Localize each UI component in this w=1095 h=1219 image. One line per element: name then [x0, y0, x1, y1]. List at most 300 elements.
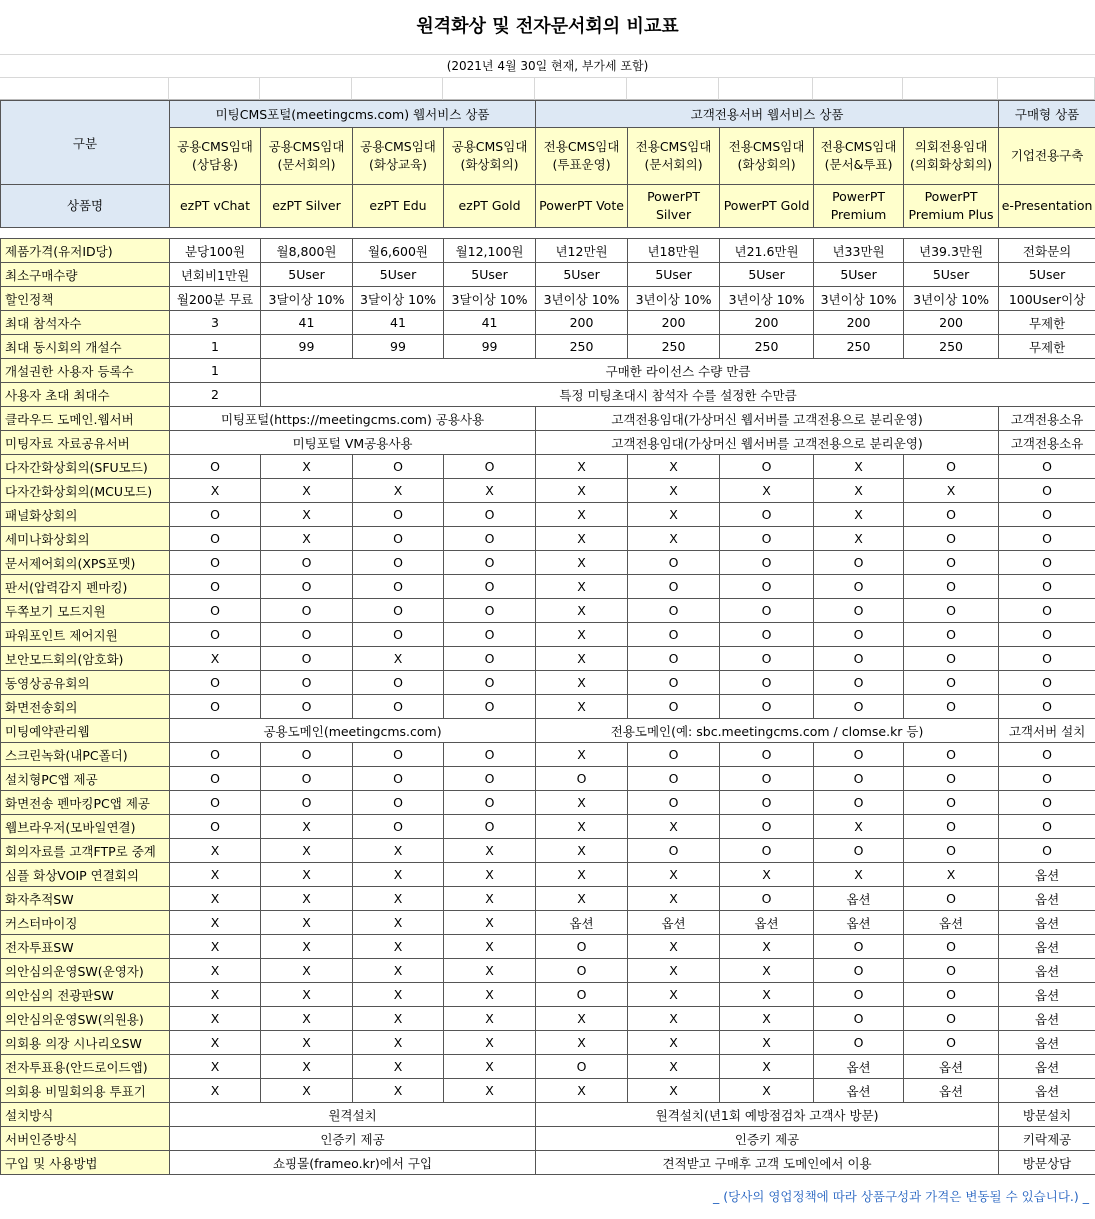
- table-cell: O: [720, 743, 814, 767]
- table-cell: O: [904, 815, 999, 839]
- table-cell: O: [904, 887, 999, 911]
- table-cell: O: [999, 479, 1095, 503]
- row-label: 다자간화상회의(SFU모드): [1, 455, 170, 479]
- row-label: 전자투표용(안드로이드앱): [1, 1055, 170, 1079]
- category-header: 구분: [1, 101, 170, 185]
- table-cell: 3달이상 10%: [353, 287, 444, 311]
- table-row: [1, 839, 1095, 863]
- product-type-subline: (화상회의): [460, 157, 519, 172]
- table-row: [1, 575, 1095, 599]
- table-cell: X: [444, 863, 536, 887]
- table-cell: 원격설치(년1회 예방점검차 고객사 방문): [536, 1103, 999, 1127]
- row-label: 최대 참석자수: [1, 311, 170, 335]
- table-cell: 5User: [628, 263, 720, 287]
- table-cell: X: [720, 1031, 814, 1055]
- table-cell: X: [814, 863, 904, 887]
- table-cell: X: [720, 1055, 814, 1079]
- product-name-line: ezPT Silver: [272, 198, 341, 213]
- product-type-subline: (화상회의): [737, 157, 796, 172]
- table-cell: 옵션: [814, 911, 904, 935]
- table-cell: 3년이상 10%: [536, 287, 628, 311]
- table-cell: 고객전용임대(가상머신 웹서버를 고객전용으로 분리운영): [536, 431, 999, 455]
- table-cell: X: [353, 887, 444, 911]
- row-label: 웹브라우저(모바일연결): [1, 815, 170, 839]
- table-cell: O: [720, 815, 814, 839]
- table-cell: X: [261, 815, 353, 839]
- table-cell: X: [444, 935, 536, 959]
- table-cell: 옵션: [628, 911, 720, 935]
- table-cell: O: [720, 527, 814, 551]
- table-cell: 월8,800원: [261, 239, 353, 263]
- table-cell: X: [536, 1007, 628, 1031]
- table-cell: X: [170, 839, 261, 863]
- table-cell: O: [261, 647, 353, 671]
- product-type-subline: (상담용): [192, 157, 238, 172]
- table-cell: O: [444, 599, 536, 623]
- row-label: 커스터마이징: [1, 911, 170, 935]
- product-type-cell: [170, 128, 261, 185]
- table-cell: O: [904, 599, 999, 623]
- table-cell: X: [170, 1079, 261, 1103]
- table-cell: 옵션: [999, 863, 1095, 887]
- table-cell: O: [444, 527, 536, 551]
- table-cell: O: [444, 623, 536, 647]
- product-name-subline: Premium: [830, 207, 887, 222]
- row-label: 설치형PC앱 제공: [1, 767, 170, 791]
- table-row: [1, 695, 1095, 719]
- row-label: 할인정책: [1, 287, 170, 311]
- product-name-line: ezPT Gold: [458, 198, 521, 213]
- table-cell: O: [814, 647, 904, 671]
- product-type-cell: [261, 128, 353, 185]
- table-cell: X: [536, 503, 628, 527]
- table-cell: O: [261, 551, 353, 575]
- table-cell: X: [261, 935, 353, 959]
- table-cell: 1: [170, 359, 261, 383]
- table-cell: O: [628, 767, 720, 791]
- table-cell: 옵션: [904, 911, 999, 935]
- row-label: 동영상공유회의: [1, 671, 170, 695]
- table-row: [1, 887, 1095, 911]
- table-cell: O: [536, 983, 628, 1007]
- table-cell: X: [170, 959, 261, 983]
- table-cell: X: [536, 623, 628, 647]
- table-cell: X: [444, 839, 536, 863]
- table-cell: 옵션: [999, 911, 1095, 935]
- table-cell: 250: [720, 335, 814, 359]
- product-name-subline: Premium Plus: [908, 207, 994, 222]
- table-cell: X: [628, 1055, 720, 1079]
- table-cell: O: [353, 815, 444, 839]
- table-cell: X: [814, 503, 904, 527]
- product-type-line: 공용CMS임대: [451, 139, 528, 154]
- product-type-line: 공용CMS임대: [268, 139, 345, 154]
- table-cell: 250: [628, 335, 720, 359]
- product-name-cell: [536, 185, 628, 228]
- row-label: 클라우드 도메인.웹서버: [1, 407, 170, 431]
- table-cell: X: [628, 935, 720, 959]
- product-type-line: 전용CMS임대: [728, 139, 805, 154]
- table-cell: X: [628, 887, 720, 911]
- table-cell: X: [814, 479, 904, 503]
- table-cell: O: [720, 503, 814, 527]
- table-cell: 특정 미팅초대시 참석자 수를 설정한 수만큼: [261, 383, 1095, 407]
- table-cell: X: [536, 695, 628, 719]
- table-cell: O: [353, 527, 444, 551]
- row-label: 보안모드회의(암호화): [1, 647, 170, 671]
- table-cell: O: [904, 791, 999, 815]
- table-cell: O: [170, 815, 261, 839]
- table-cell: O: [999, 455, 1095, 479]
- table-cell: 쇼핑몰(frameo.kr)에서 구입: [170, 1151, 536, 1175]
- product-name-cell: [814, 185, 904, 228]
- table-cell: X: [536, 743, 628, 767]
- table-row: [1, 623, 1095, 647]
- table-cell: X: [628, 863, 720, 887]
- table-row: [1, 911, 1095, 935]
- product-name-line: e-Presentation: [1001, 198, 1093, 213]
- group-header-purchase: 구매형 상품: [999, 101, 1095, 128]
- table-cell: 200: [814, 311, 904, 335]
- table-cell: 년18만원: [628, 239, 720, 263]
- table-row: [1, 791, 1095, 815]
- table-cell: O: [170, 503, 261, 527]
- table-cell: O: [261, 599, 353, 623]
- product-type-cell: [536, 128, 628, 185]
- table-row: [1, 455, 1095, 479]
- table-cell: X: [261, 455, 353, 479]
- row-label: 문서제어회의(XPS포멧): [1, 551, 170, 575]
- product-type-subline: (문서&투표): [824, 157, 893, 172]
- row-label: 두쪽보기 모드지원: [1, 599, 170, 623]
- table-cell: X: [536, 791, 628, 815]
- table-cell: X: [261, 887, 353, 911]
- table-cell: X: [536, 839, 628, 863]
- table-cell: O: [628, 623, 720, 647]
- table-cell: 견적받고 구매후 고객 도메인에서 이용: [536, 1151, 999, 1175]
- row-label: 의회용 의장 시나리오SW: [1, 1031, 170, 1055]
- table-row: [1, 959, 1095, 983]
- product-name-line: PowerPT Vote: [539, 198, 624, 213]
- table-row: [1, 1031, 1095, 1055]
- table-cell: X: [261, 1079, 353, 1103]
- table-cell: 41: [353, 311, 444, 335]
- table-cell: 옵션: [999, 959, 1095, 983]
- table-cell: O: [444, 551, 536, 575]
- table-cell: 고객전용소유: [999, 431, 1095, 455]
- table-cell: X: [628, 479, 720, 503]
- table-cell: 3년이상 10%: [814, 287, 904, 311]
- table-cell: O: [999, 647, 1095, 671]
- table-cell: 옵션: [999, 1031, 1095, 1055]
- table-cell: 무제한: [999, 311, 1095, 335]
- table-cell: 방문상담: [999, 1151, 1095, 1175]
- table-cell: O: [628, 695, 720, 719]
- table-cell: 년회비1만원: [170, 263, 261, 287]
- table-cell: X: [444, 1055, 536, 1079]
- table-row: [1, 815, 1095, 839]
- table-cell: 5User: [720, 263, 814, 287]
- table-cell: O: [814, 983, 904, 1007]
- table-cell: O: [261, 767, 353, 791]
- table-cell: O: [814, 695, 904, 719]
- table-cell: X: [170, 983, 261, 1007]
- table-cell: O: [814, 959, 904, 983]
- footnote: _ (당사의 영업정책에 따라 상품구성과 가격은 변동될 수 있습니다.) _: [713, 1189, 1089, 1204]
- table-cell: 방문설치: [999, 1103, 1095, 1127]
- group-header-dedicated: 고객전용서버 웹서비스 상품: [536, 101, 999, 128]
- table-cell: O: [170, 551, 261, 575]
- row-label: 의안심의 전광판SW: [1, 983, 170, 1007]
- table-cell: 년12만원: [536, 239, 628, 263]
- table-cell: O: [628, 599, 720, 623]
- table-row: [1, 719, 1095, 743]
- row-label: 심플 화상VOIP 연결회의: [1, 863, 170, 887]
- table-cell: O: [904, 551, 999, 575]
- table-cell: 200: [536, 311, 628, 335]
- table-cell: O: [444, 767, 536, 791]
- table-row: [1, 1103, 1095, 1127]
- table-cell: 인증키 제공: [536, 1127, 999, 1151]
- row-label: 최소구매수량: [1, 263, 170, 287]
- table-cell: O: [261, 695, 353, 719]
- table-row: [1, 1007, 1095, 1031]
- table-cell: O: [261, 671, 353, 695]
- table-cell: X: [353, 1007, 444, 1031]
- table-cell: X: [536, 815, 628, 839]
- product-name-cell: [999, 185, 1095, 228]
- table-cell: O: [904, 935, 999, 959]
- table-cell: O: [444, 647, 536, 671]
- table-cell: O: [814, 791, 904, 815]
- table-cell: 원격설치: [170, 1103, 536, 1127]
- table-row: [1, 599, 1095, 623]
- table-cell: 3: [170, 311, 261, 335]
- table-row: [1, 1055, 1095, 1079]
- table-row: [1, 863, 1095, 887]
- table-cell: X: [536, 599, 628, 623]
- table-cell: O: [999, 599, 1095, 623]
- table-cell: X: [353, 935, 444, 959]
- table-cell: O: [170, 743, 261, 767]
- table-cell: 년21.6만원: [720, 239, 814, 263]
- row-label: 사용자 초대 최대수: [1, 383, 170, 407]
- row-label: 회의자료를 고객FTP로 중계: [1, 839, 170, 863]
- table-cell: O: [904, 1007, 999, 1031]
- table-cell: O: [720, 551, 814, 575]
- table-cell: X: [720, 479, 814, 503]
- table-cell: O: [170, 599, 261, 623]
- table-cell: O: [444, 695, 536, 719]
- table-cell: X: [170, 911, 261, 935]
- table-cell: O: [170, 623, 261, 647]
- table-cell: O: [353, 575, 444, 599]
- table-row: [1, 311, 1095, 335]
- table-cell: 99: [353, 335, 444, 359]
- table-cell: O: [170, 791, 261, 815]
- table-cell: X: [261, 863, 353, 887]
- table-cell: O: [353, 791, 444, 815]
- table-cell: X: [170, 863, 261, 887]
- table-cell: O: [353, 671, 444, 695]
- table-cell: 월12,100원: [444, 239, 536, 263]
- table-cell: O: [628, 839, 720, 863]
- table-cell: 250: [814, 335, 904, 359]
- table-row: [1, 359, 1095, 383]
- table-cell: X: [536, 647, 628, 671]
- table-cell: 분당100원: [170, 239, 261, 263]
- table-cell: 옵션: [720, 911, 814, 935]
- table-cell: O: [904, 743, 999, 767]
- table-row: [1, 743, 1095, 767]
- table-cell: 5User: [353, 263, 444, 287]
- table-cell: O: [720, 647, 814, 671]
- table-cell: 5User: [261, 263, 353, 287]
- row-label: 화면전송 펜마킹PC앱 제공: [1, 791, 170, 815]
- product-type-cell: [444, 128, 536, 185]
- product-type-subline: (문서회의): [277, 157, 336, 172]
- table-cell: X: [628, 1031, 720, 1055]
- table-cell: X: [353, 911, 444, 935]
- table-cell: X: [536, 575, 628, 599]
- product-name-line: PowerPT Silver: [647, 189, 701, 222]
- row-label: 의회용 비밀회의용 투표기: [1, 1079, 170, 1103]
- table-cell: 200: [720, 311, 814, 335]
- table-cell: O: [261, 623, 353, 647]
- table-cell: O: [999, 839, 1095, 863]
- table-cell: O: [444, 671, 536, 695]
- section-gap: [1, 228, 1095, 239]
- table-cell: O: [628, 551, 720, 575]
- table-cell: X: [261, 1031, 353, 1055]
- table-cell: O: [999, 767, 1095, 791]
- table-row: [1, 1151, 1095, 1175]
- table-cell: O: [720, 575, 814, 599]
- table-cell: 월6,600원: [353, 239, 444, 263]
- product-type-line: 전용CMS임대: [820, 139, 897, 154]
- table-cell: X: [261, 1007, 353, 1031]
- row-label: 구입 및 사용방법: [1, 1151, 170, 1175]
- table-cell: 미팅포털(https://meetingcms.com) 공용사용: [170, 407, 536, 431]
- row-label: 최대 동시회의 개설수: [1, 335, 170, 359]
- table-cell: 월200분 무료: [170, 287, 261, 311]
- table-row: [1, 407, 1095, 431]
- table-cell: X: [444, 1031, 536, 1055]
- table-cell: O: [904, 623, 999, 647]
- table-cell: X: [353, 863, 444, 887]
- table-cell: X: [353, 839, 444, 863]
- table-cell: 전화문의: [999, 239, 1095, 263]
- table-cell: O: [444, 575, 536, 599]
- table-cell: X: [720, 1007, 814, 1031]
- product-type-cell: [353, 128, 444, 185]
- table-cell: X: [170, 887, 261, 911]
- table-cell: O: [628, 791, 720, 815]
- table-cell: X: [536, 479, 628, 503]
- table-cell: O: [170, 767, 261, 791]
- table-cell: X: [628, 815, 720, 839]
- table-cell: O: [353, 623, 444, 647]
- product-name-cell: [170, 185, 261, 228]
- table-row: [1, 1127, 1095, 1151]
- table-cell: 200: [904, 311, 999, 335]
- table-cell: X: [536, 863, 628, 887]
- product-type-line: 기업전용구축: [1010, 148, 1084, 163]
- table-cell: 고객전용소유: [999, 407, 1095, 431]
- table-cell: 5User: [999, 263, 1095, 287]
- table-cell: O: [999, 791, 1095, 815]
- table-cell: O: [999, 503, 1095, 527]
- product-name-cell: [261, 185, 353, 228]
- table-cell: O: [814, 575, 904, 599]
- table-cell: O: [536, 935, 628, 959]
- table-cell: O: [720, 767, 814, 791]
- table-cell: O: [814, 599, 904, 623]
- table-cell: O: [904, 1031, 999, 1055]
- table-cell: O: [999, 695, 1095, 719]
- table-cell: 5User: [536, 263, 628, 287]
- table-cell: X: [720, 959, 814, 983]
- table-cell: O: [353, 743, 444, 767]
- row-label: 화자추적SW: [1, 887, 170, 911]
- table-row: [1, 503, 1095, 527]
- table-cell: X: [904, 479, 999, 503]
- table-cell: X: [444, 1007, 536, 1031]
- table-cell: 무제한: [999, 335, 1095, 359]
- table-cell: 5User: [444, 263, 536, 287]
- table-cell: 옵션: [999, 935, 1095, 959]
- table-cell: O: [353, 599, 444, 623]
- table-row: [1, 335, 1095, 359]
- table-cell: X: [814, 455, 904, 479]
- row-label: 판서(압력감지 펜마킹): [1, 575, 170, 599]
- table-cell: X: [170, 1055, 261, 1079]
- table-cell: O: [904, 671, 999, 695]
- table-cell: X: [261, 1055, 353, 1079]
- table-cell: 키락제공: [999, 1127, 1095, 1151]
- table-cell: 250: [536, 335, 628, 359]
- table-cell: 2: [170, 383, 261, 407]
- table-cell: 1: [170, 335, 261, 359]
- table-cell: O: [353, 767, 444, 791]
- table-cell: 년39.3만원: [904, 239, 999, 263]
- table-cell: O: [904, 647, 999, 671]
- table-cell: X: [720, 863, 814, 887]
- table-cell: 옵션: [999, 1079, 1095, 1103]
- table-cell: X: [904, 863, 999, 887]
- table-cell: X: [261, 839, 353, 863]
- table-cell: X: [536, 1079, 628, 1103]
- table-cell: X: [628, 959, 720, 983]
- table-cell: O: [628, 671, 720, 695]
- row-label: 스크린녹화(내PC폴더): [1, 743, 170, 767]
- page-title: 원격화상 및 전자문서회의 비교표: [0, 0, 1095, 55]
- table-cell: 인증키 제공: [170, 1127, 536, 1151]
- product-name-cell: [353, 185, 444, 228]
- table-cell: X: [261, 479, 353, 503]
- table-cell: O: [904, 839, 999, 863]
- product-type-line: 공용CMS임대: [177, 139, 253, 154]
- table-cell: X: [536, 887, 628, 911]
- table-cell: O: [814, 623, 904, 647]
- table-row: [1, 383, 1095, 407]
- product-name-header: 상품명: [1, 185, 170, 228]
- table-cell: X: [353, 479, 444, 503]
- product-type-cell: [814, 128, 904, 185]
- table-cell: O: [904, 503, 999, 527]
- table-cell: 3달이상 10%: [261, 287, 353, 311]
- table-cell: X: [628, 983, 720, 1007]
